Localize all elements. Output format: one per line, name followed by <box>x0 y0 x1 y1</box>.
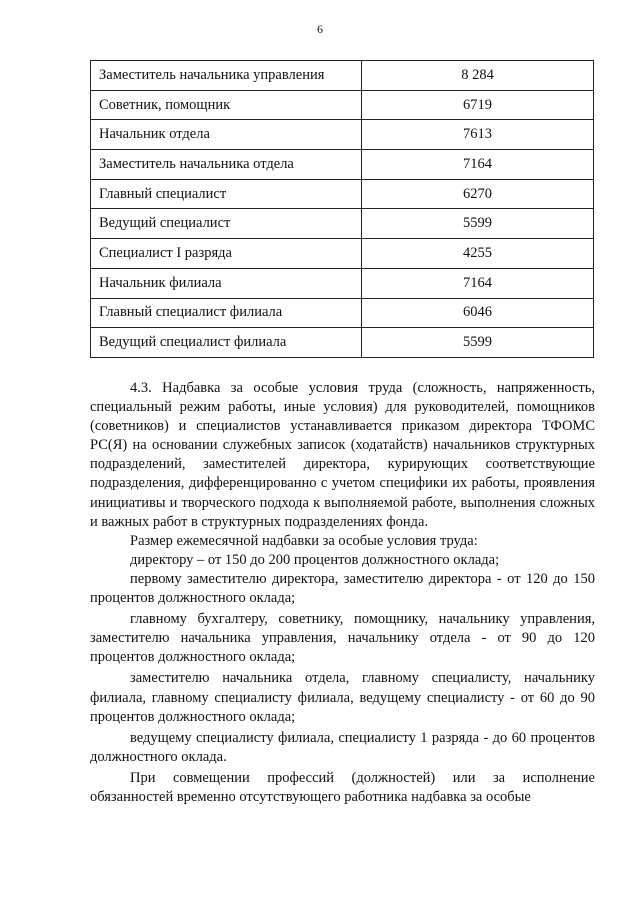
salary-value-cell: 8 284 <box>362 61 594 91</box>
position-cell: Главный специалист <box>91 179 362 209</box>
position-cell: Начальник отдела <box>91 120 362 150</box>
table-row <box>91 150 594 180</box>
table-row <box>91 90 594 120</box>
salary-value-cell: 5599 <box>362 328 594 358</box>
monthly-allowance-heading: Размер ежемесячной надбавки за особые условия труда: <box>130 532 478 549</box>
position-cell: Специалист I разряда <box>91 239 362 269</box>
table-row <box>91 61 594 91</box>
salary-value-cell: 7613 <box>362 120 594 150</box>
salary-value-cell: 6046 <box>362 298 594 328</box>
clause-4-3-paragraph: 4.3. Надбавка за особые условия труда (сложность, напряженность, специальный режим работы, иные условия) для руководителей, помощников (советников) и специалистов устанавливается приказом директора ТФОМС РС(Я) на основании служебных записок (ходатайств) начальников структурных подразделений, заместителей директора, курирующих соответствующие подразделения, дифференцированно с учетом специфики их работы, проявления инициативы и творческого подхода к выполняемой работе, выполнения сложных и важных работ в структурных подразделениях фонда. <box>90 380 595 530</box>
salary-value-cell: 7164 <box>362 268 594 298</box>
position-cell: Начальник филиала <box>91 268 362 298</box>
position-cell: Ведущий специалист филиала <box>91 328 362 358</box>
deputy-head-rate-paragraph: заместителю начальника отдела, главному специалисту, начальнику филиала, главному специалисту филиала, ведущему специалисту - от 60 до 90 процентов должностного оклада; <box>90 670 595 725</box>
chief-accountant-rate-paragraph: главному бухгалтеру, советнику, помощнику, начальнику управления, заместителю начальника управления, начальнику отдела - от 90 до 120 процентов должностного оклада; <box>90 611 595 666</box>
position-cell: Заместитель начальника отдела <box>91 150 362 180</box>
salary-value-cell: 7164 <box>362 150 594 180</box>
position-cell: Советник, помощник <box>91 90 362 120</box>
director-rate-paragraph: директору – от 150 до 200 процентов должностного оклада; <box>130 551 500 568</box>
combination-paragraph: При совмещении профессий (должностей) или за исполнение обязанностей временно отсутствующего работника надбавка за особые <box>90 769 595 805</box>
salary-value-cell: 4255 <box>362 239 594 269</box>
body-text <box>90 379 595 807</box>
position-cell: Главный специалист филиала <box>91 298 362 328</box>
table-row <box>91 298 594 328</box>
salary-table <box>90 60 594 358</box>
table-row <box>91 239 594 269</box>
page-number: 6 <box>317 22 323 36</box>
table-row <box>91 120 594 150</box>
first-deputy-rate-paragraph: первому заместителю директора, заместителю директора - от 120 до 150 процентов должностного оклада; <box>90 570 595 607</box>
table-row <box>91 209 594 239</box>
table-row <box>91 268 594 298</box>
position-cell: Заместитель начальника управления <box>91 61 362 91</box>
table-row <box>91 179 594 209</box>
table-row <box>91 328 594 358</box>
branch-specialist-rate-paragraph: ведущему специалисту филиала, специалисту 1 разряда - до 60 процентов должностного оклада. <box>90 729 595 765</box>
position-cell: Ведущий специалист <box>91 209 362 239</box>
salary-value-cell: 5599 <box>362 209 594 239</box>
salary-value-cell: 6719 <box>362 90 594 120</box>
salary-value-cell: 6270 <box>362 179 594 209</box>
